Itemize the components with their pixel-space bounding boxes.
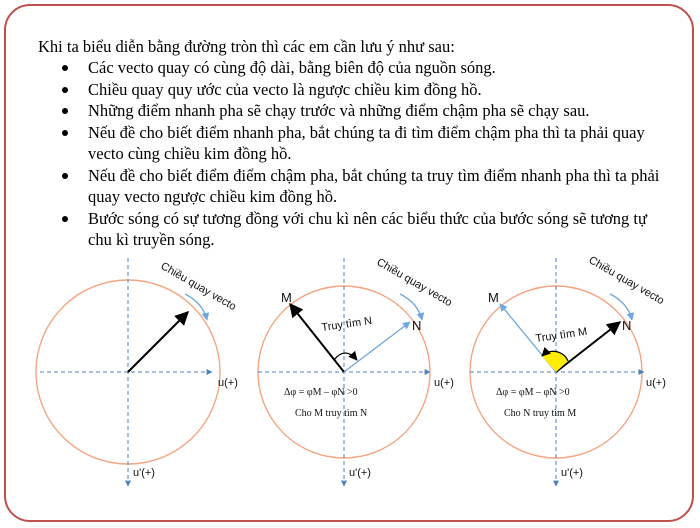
bullet-text: Nếu đề cho biết điểm điểm chậm pha, bắt chúng ta truy tìm điểm nhanh pha thì ta phải quay vecto ngược chiều kim đồng hồ. — [88, 165, 660, 206]
rotation-label: Chiều quay vecto — [374, 256, 455, 310]
axis-u-label: u(+) — [434, 377, 454, 389]
caption-n-to-m: Cho N truy tìm M — [504, 408, 577, 419]
axis-u-prime-label: u'(+) — [561, 467, 583, 479]
bullet-text: Những điểm nhanh pha sẽ chạy trước và những điểm chậm pha sẽ chạy sau. — [88, 101, 590, 120]
axis-u-label: u(+) — [646, 377, 666, 389]
bullet-icon — [62, 65, 68, 71]
caption-m-to-n: Cho M truy tìm N — [295, 408, 368, 419]
bullet-text: Chiều quay quy ước của vecto là ngược chiều kim đồng hồ. — [88, 79, 482, 99]
vector-m — [290, 304, 344, 372]
bullet-icon — [62, 216, 68, 222]
track-label: Truy tìm N — [320, 314, 373, 334]
point-n-label: N — [622, 318, 632, 333]
bullet-icon — [62, 108, 68, 114]
bullet-icon — [62, 173, 68, 179]
track-label: Truy tìm M — [534, 325, 589, 345]
bullet-icon — [62, 87, 68, 93]
intro-text: Khi ta biểu diễn bằng đường tròn thì các em cần lưu ý như sau: — [38, 37, 455, 56]
phasor-diagrams — [0, 250, 700, 495]
phase-formula: Δφ = φM – φN >0 — [496, 387, 570, 398]
list-item — [58, 79, 668, 101]
diagram-n-to-m — [470, 254, 666, 486]
diagram-m-to-n — [258, 256, 454, 486]
bullet-icon — [62, 130, 68, 136]
vector — [128, 312, 188, 372]
rotation-label: Chiều quay vecto — [158, 260, 239, 314]
track-arc — [334, 353, 357, 360]
bullet-text: Các vecto quay có cùng độ dài, bằng biên độ của nguồn sóng. — [88, 58, 496, 77]
rotation-arc — [400, 294, 422, 320]
bullet-text: Bước sóng có sự tương đồng với chu kì nên các biểu thức của bước sóng sẽ tương tự chu kì truyền sóng. — [88, 208, 647, 249]
diagram-rotation — [36, 258, 238, 486]
rotation-label: Chiều quay vecto — [586, 254, 667, 308]
list-item — [58, 165, 668, 208]
point-m-label: M — [281, 290, 292, 305]
axis-u-prime-label: u'(+) — [133, 467, 155, 479]
point-m-label: M — [488, 290, 499, 305]
axis-u-prime-label: u'(+) — [349, 467, 371, 479]
list-item — [58, 100, 668, 122]
axis-u-label: u(+) — [218, 377, 238, 389]
list-item — [58, 122, 668, 165]
bullet-list — [58, 57, 668, 251]
bullet-text: Nếu đề cho biết điểm nhanh pha, bắt chúng ta đi tìm điểm chậm pha thì ta phải quay vecto cùng chiều kim đồng hồ. — [88, 122, 645, 163]
point-n-label: N — [412, 318, 422, 333]
rotation-arc — [185, 294, 207, 320]
phase-formula: Δφ = φM – φN >0 — [284, 387, 358, 398]
list-item — [58, 208, 668, 251]
angle-highlight — [542, 351, 568, 372]
list-item — [58, 57, 668, 79]
